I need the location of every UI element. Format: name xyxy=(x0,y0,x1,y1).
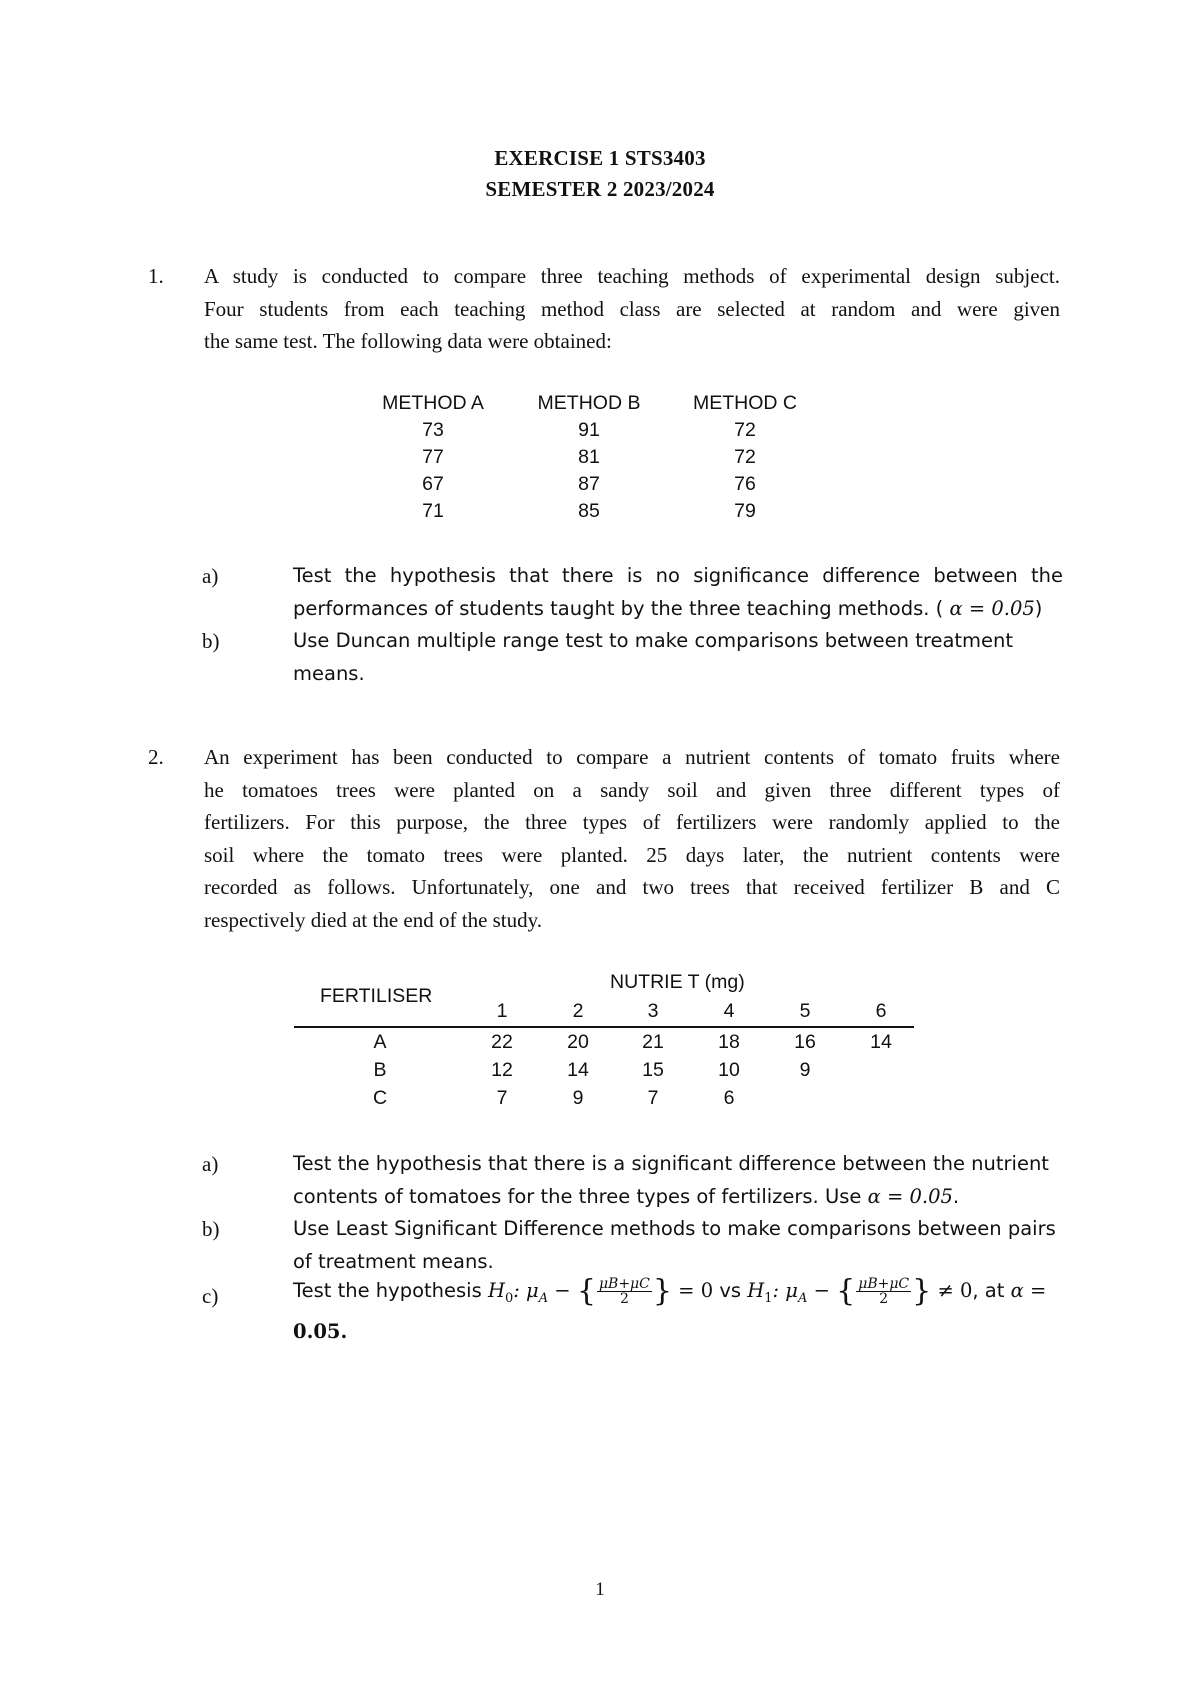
table-row-label: A xyxy=(373,1031,387,1053)
mu-a: : μ xyxy=(772,1279,798,1302)
q2-part-a-text xyxy=(293,1148,1063,1213)
q2-part-a-line: Test the hypothesis that there is a significant difference between the nutrient xyxy=(293,1152,1049,1175)
left-brace-icon: { xyxy=(576,1273,596,1309)
page-number: 1 xyxy=(595,1579,605,1600)
q2-part-a-line xyxy=(293,1181,1063,1214)
table-cell: 91 xyxy=(578,419,600,441)
question-2-line: fertilizers. For this purpose, the three types of fertilizers were randomly applied to the xyxy=(204,810,1060,834)
table-rule xyxy=(294,1026,914,1028)
hypothesis-h1-sub: 1 xyxy=(764,1290,773,1306)
table-col-header: 5 xyxy=(799,1000,811,1022)
table-cell: 22 xyxy=(491,1031,513,1053)
hypothesis-h0-sub: 0 xyxy=(504,1290,514,1306)
q2-part-c-pre: Test the hypothesis xyxy=(293,1279,488,1302)
table-cell: 77 xyxy=(422,446,444,468)
table-cell: 14 xyxy=(567,1059,589,1081)
fraction xyxy=(597,1277,652,1306)
table-cell: 10 xyxy=(718,1059,740,1081)
semester-title: SEMESTER 2 2023/2024 xyxy=(485,177,715,201)
table-cell: 72 xyxy=(734,446,756,468)
table-cell: 71 xyxy=(422,500,444,522)
table-cell: 76 xyxy=(734,473,756,495)
q1-part-a-line xyxy=(293,593,1063,626)
table-col-header: 1 xyxy=(496,1000,508,1022)
q2-part-b-letter: b) xyxy=(202,1217,220,1241)
question-1-line: A study is conducted to compare three teaching methods of experimental design subject. xyxy=(204,264,1060,288)
question-1-line: Four students from each teaching method class are selected at random and were given xyxy=(204,296,1060,321)
q2-part-c-letter: c) xyxy=(202,1284,219,1308)
table-col-header: 6 xyxy=(875,1000,887,1022)
table-cell: 14 xyxy=(870,1031,892,1053)
left-brace-icon: { xyxy=(836,1273,856,1309)
right-brace-icon: } xyxy=(912,1273,932,1309)
fraction-denominator: 2 xyxy=(879,1291,889,1307)
table-cell: 9 xyxy=(572,1087,584,1109)
not-equals-zero: ≠ 0 xyxy=(931,1279,973,1302)
vs-text: vs xyxy=(713,1279,748,1302)
question-2-number: 2. xyxy=(148,745,164,769)
hypothesis-h1: H xyxy=(747,1279,765,1302)
table-cell: 9 xyxy=(799,1059,811,1081)
table-cell: 79 xyxy=(734,500,756,522)
q2-alpha-value: α = 0.05 xyxy=(867,1184,953,1208)
table-row-header-fertiliser: FERTILISER xyxy=(320,985,433,1007)
question-1-line: the same test. The following data were obtained: xyxy=(204,329,612,353)
q1-part-b-line: means. xyxy=(293,661,365,685)
fraction-numerator: μB+μC xyxy=(598,1276,650,1292)
question-2-line: he tomatoes trees were planted on a sandy soil and given three different types of xyxy=(204,777,1060,802)
table-col-header: 2 xyxy=(572,1000,584,1022)
question-1-text xyxy=(204,260,1060,358)
question-2-line: respectively died at the end of the study. xyxy=(204,907,543,932)
equals-zero: = 0 xyxy=(671,1279,714,1302)
table-header-method-b: METHOD B xyxy=(537,392,641,414)
minus-sign: − xyxy=(807,1279,837,1302)
q2-part-c-text xyxy=(293,1273,1063,1347)
table-cell: 21 xyxy=(642,1031,664,1053)
q2-part-b-line: Use Least Significant Difference methods to make comparisons between pairs xyxy=(293,1217,1056,1240)
right-brace-icon: } xyxy=(652,1273,672,1309)
fraction xyxy=(856,1277,911,1306)
q2-part-b-text xyxy=(293,1213,1063,1278)
q1-part-b-letter: b) xyxy=(202,629,220,653)
table-cell: 85 xyxy=(578,500,600,522)
q1-part-a-letter: a) xyxy=(202,564,219,588)
table-cell: 81 xyxy=(578,446,600,468)
table-cell: 20 xyxy=(567,1031,589,1053)
question-1-number: 1. xyxy=(148,264,164,288)
table-cell: 7 xyxy=(647,1087,659,1109)
table-cell: 87 xyxy=(578,473,600,495)
question-2-line: soil where the tomato trees were planted. 25 days later, the nutrient contents were xyxy=(204,842,1060,867)
alpha-symbol: α = xyxy=(1010,1279,1047,1302)
question-2-line: An experiment has been conducted to compare a nutrient contents of tomato fruits where xyxy=(204,745,1060,769)
q1-part-a-line: Test the hypothesis that there is no significance difference between the xyxy=(293,564,1063,587)
question-2-text xyxy=(204,741,1060,936)
q1-part-b-line: Use Duncan multiple range test to make comparisons between treatment xyxy=(293,629,1014,652)
q2-part-a-line2-post: . xyxy=(952,1184,960,1208)
q1-part-a-line2-pre: performances of students taught by the three teaching methods. ( xyxy=(293,596,950,620)
q2-part-a-line2-pre: contents of tomatoes for the three types of fertilizers. Use xyxy=(293,1184,868,1208)
mu-a: : μ xyxy=(513,1279,539,1302)
question-2-line: recorded as follows. Unfortunately, one and two trees that received fertilizer B and C xyxy=(204,875,1060,899)
table-header-method-a: METHOD A xyxy=(382,392,484,414)
minus-sign: − xyxy=(548,1279,577,1302)
table-cell: 15 xyxy=(642,1059,664,1081)
at-text: , at xyxy=(972,1279,1011,1302)
q2-part-b-line: of treatment means. xyxy=(293,1249,494,1273)
table-col-header: 3 xyxy=(647,1000,659,1022)
q2-part-c-line2: 0.05. xyxy=(293,1319,348,1343)
q1-alpha-value: α = 0.05 xyxy=(949,596,1035,620)
q2-part-a-letter: a) xyxy=(202,1152,219,1176)
table-cell: 7 xyxy=(496,1087,508,1109)
q2-part-c-line xyxy=(293,1273,1063,1317)
table-cell: 16 xyxy=(794,1031,816,1053)
table-row-label: B xyxy=(373,1059,387,1081)
table-col-group-header-nutrient: NUTRIE T (mg) xyxy=(610,971,745,993)
table-header-method-c: METHOD C xyxy=(693,392,797,414)
fraction-numerator: μB+μC xyxy=(858,1276,910,1292)
table-cell: 67 xyxy=(422,473,444,495)
hypothesis-h0: H xyxy=(487,1279,505,1302)
table-cell: 18 xyxy=(718,1031,740,1053)
exercise-title: EXERCISE 1 STS3403 xyxy=(494,146,706,170)
q1-part-b-text xyxy=(293,625,1063,690)
fraction-denominator: 2 xyxy=(619,1291,629,1307)
q1-part-a-line2-post: ) xyxy=(1034,596,1043,620)
table-cell: 72 xyxy=(734,419,756,441)
mu-a-sub: A xyxy=(797,1290,808,1306)
table-col-header: 4 xyxy=(723,1000,735,1022)
table-cell: 6 xyxy=(723,1087,735,1109)
mu-a-sub: A xyxy=(538,1290,549,1306)
q1-part-a-text xyxy=(293,560,1063,625)
table-cell: 73 xyxy=(422,419,444,441)
table-cell: 12 xyxy=(491,1059,513,1081)
table-row-label: C xyxy=(372,1087,388,1109)
